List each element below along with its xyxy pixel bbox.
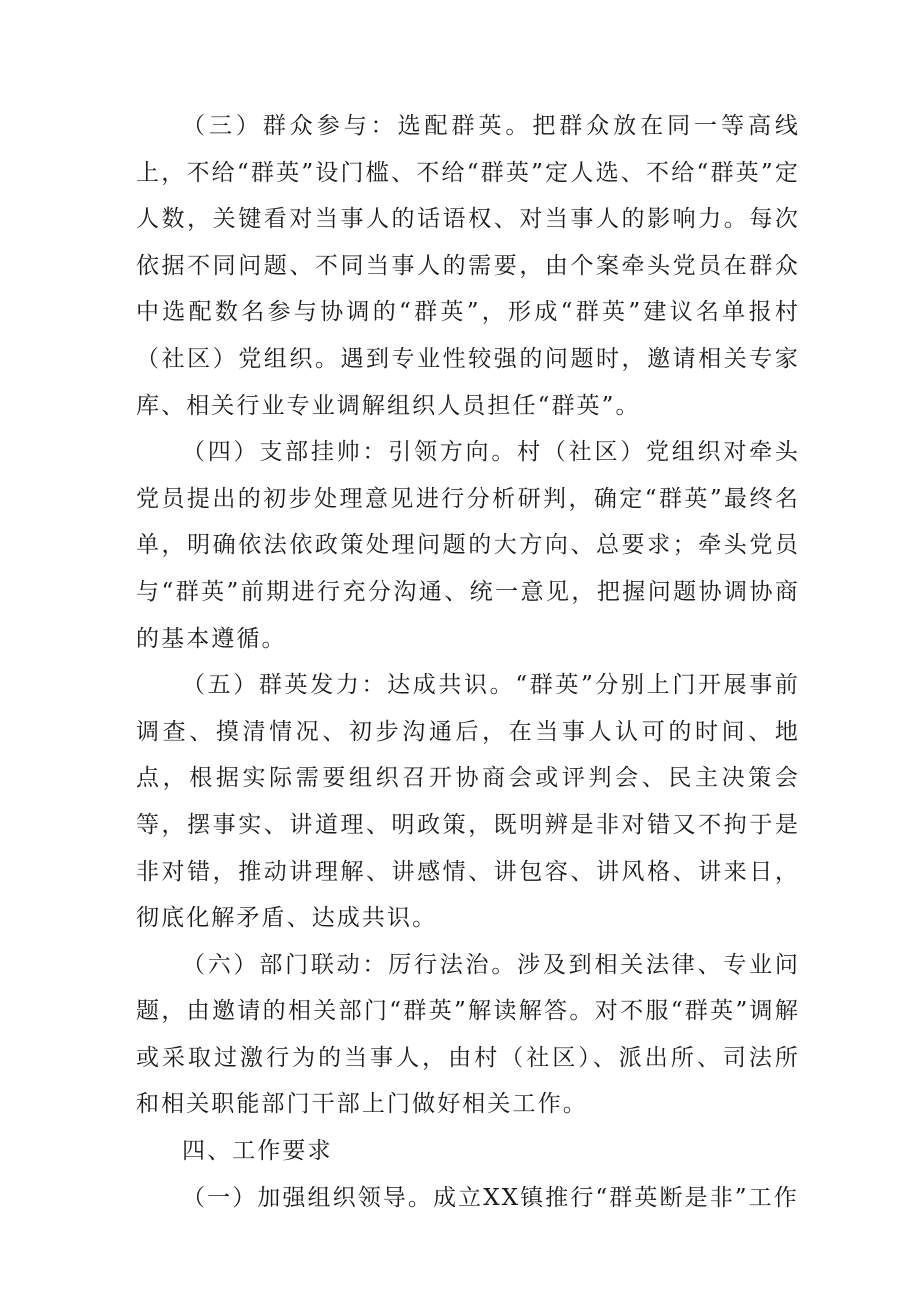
- section-heading-work-requirements: 四、工作要求: [182, 1138, 333, 1165]
- document-body: [136, 103, 800, 1221]
- paragraph-section-6: （六）部门联动：厉行法治。涉及到相关法律、专业问题，由邀请的相关部门“群英”解读解答。对不服“群英”调解或采取过激行为的当事人，由村（社区）、派出所、司法所和相关职能部门干部上门做好相关工作。: [136, 951, 800, 1118]
- paragraph-section-4: （四）支部挂帅：引领方向。村（社区）党组织对牵头党员提出的初步处理意见进行分析研判，确定“群英”最终名单，明确依法依政策处理问题的大方向、总要求；牵头党员与“群英”前期进行充分沟通、统一意见，把握问题协调协商的基本遵循。: [136, 439, 800, 652]
- paragraph-section-5: （五）群英发力：达成共识。“群英”分别上门开展事前调查、摸清情况、初步沟通后，在当事人认可的时间、地点，根据实际需要组织召开协商会或评判会、民主决策会等，摆事实、讲道理、明政策，既明辨是非对错又不拘于是非对错，推动讲理解、讲感情、讲包容、讲风格、讲来日，彻底化解矛盾、达成共识。: [136, 672, 800, 932]
- paragraph-section-3: （三）群众参与：选配群英。把群众放在同一等高线上，不给“群英”设门槛、不给“群英”定人选、不给“群英”定人数，关键看对当事人的话语权、对当事人的影响力。每次依据不同问题、不同当事人的需要，由个案牵头党员在群众中选配数名参与协调的“群英”，形成“群英”建议名单报村（社区）党组织。遇到专业性较强的问题时，邀请相关专家库、相关行业专业调解组织人员担任“群英”。: [136, 113, 800, 419]
- paragraph-requirement-1: （一）加强组织领导。成立XX镇推行“群英断是非”工作: [182, 1184, 799, 1211]
